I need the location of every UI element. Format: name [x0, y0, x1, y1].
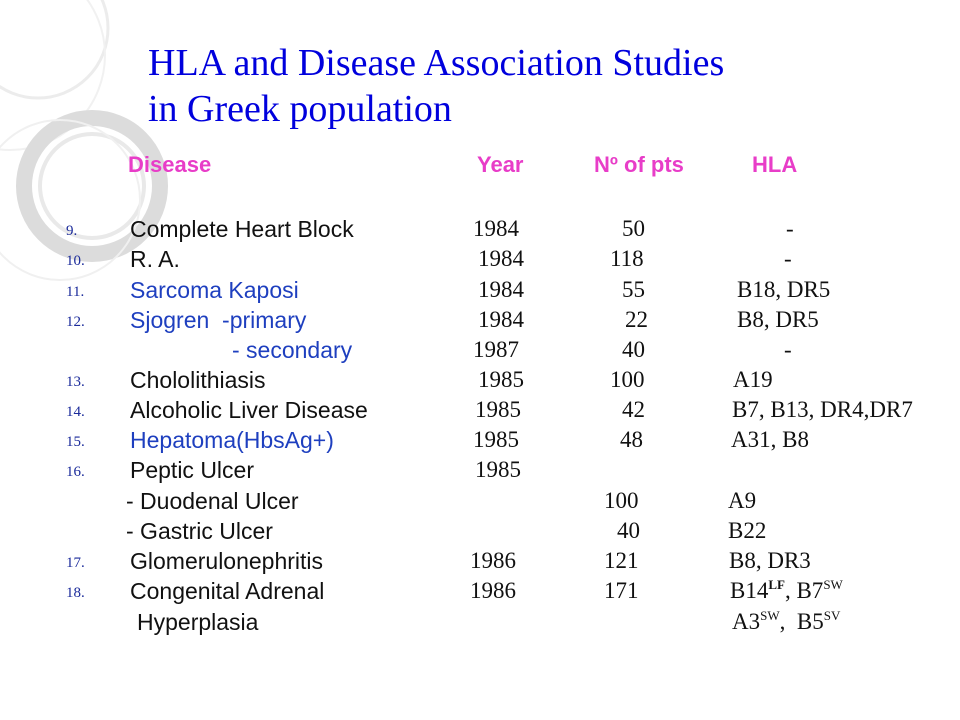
- hla-cell: [730, 578, 843, 604]
- hla-cell: B8, DR3: [729, 548, 811, 573]
- table-row: [0, 337, 960, 367]
- disease-cell: Congenital Adrenal: [130, 578, 325, 604]
- row-number: 16.: [66, 464, 85, 480]
- table-row: [0, 488, 960, 518]
- disease-cell: R. A.: [130, 246, 180, 272]
- pts-cell: 100: [604, 488, 639, 513]
- year-cell: 1987: [473, 337, 519, 362]
- table-row: [0, 427, 960, 457]
- hla-allele: A3: [732, 609, 761, 634]
- pts-cell: 118: [610, 246, 644, 271]
- pts-cell: 55: [622, 277, 645, 302]
- title-line-1: HLA and Disease Association Studies: [148, 42, 725, 84]
- year-cell: 1984: [478, 246, 524, 271]
- slide-title: [148, 40, 908, 132]
- table-row: [0, 518, 960, 548]
- pts-cell: 121: [604, 548, 639, 573]
- header-no-of-pts: Nº of pts: [594, 152, 684, 177]
- pts-cell: 171: [604, 578, 639, 603]
- pts-cell: 100: [610, 367, 645, 392]
- hla-cell: B7, B13, DR4,DR7: [732, 397, 913, 422]
- disease-cell: - secondary: [232, 337, 353, 363]
- year-cell: 1986: [470, 578, 516, 603]
- hla-superscript: SW: [760, 608, 780, 623]
- year-cell: 1984: [478, 307, 524, 332]
- hla-cell: -: [784, 246, 792, 271]
- disease-cell: Hyperplasia: [137, 609, 259, 635]
- pts-cell: 42: [622, 397, 645, 422]
- row-number: 10.: [66, 253, 85, 269]
- table-row: [0, 609, 960, 639]
- hla-cell: A19: [733, 367, 773, 392]
- row-number: 17.: [66, 555, 85, 571]
- table-row: [0, 216, 960, 246]
- hla-cell: B8, DR5: [737, 307, 819, 332]
- hla-cell: B18, DR5: [737, 277, 831, 302]
- row-number: 12.: [66, 314, 85, 330]
- pts-cell: 22: [625, 307, 648, 332]
- disease-cell: Glomerulonephritis: [130, 548, 324, 574]
- disease-cell: Alcoholic Liver Disease: [130, 397, 368, 423]
- year-cell: 1985: [473, 427, 519, 452]
- disease-cell: Complete Heart Block: [130, 216, 354, 242]
- table-row: [0, 548, 960, 578]
- disease-cell: Sjogren -primary: [130, 307, 307, 333]
- year-cell: 1984: [478, 277, 524, 302]
- disease-cell: Peptic Ulcer: [130, 457, 254, 483]
- hla-allele: , B5: [779, 609, 824, 634]
- row-number: 18.: [66, 585, 85, 601]
- header-disease: Disease: [128, 152, 212, 177]
- year-cell: 1984: [473, 216, 519, 241]
- header-hla: HLA: [752, 152, 798, 177]
- disease-cell: Hepatoma(HbsAg+): [130, 427, 334, 453]
- year-cell: 1986: [470, 548, 516, 573]
- hla-allele: B14: [730, 578, 769, 603]
- table-row: [0, 277, 960, 307]
- hla-cell: [732, 609, 840, 635]
- year-cell: 1985: [475, 397, 521, 422]
- hla-cell: -: [784, 337, 792, 362]
- hla-superscript: LF: [768, 577, 785, 592]
- pts-cell: 50: [622, 216, 645, 241]
- pts-cell: 40: [622, 337, 645, 362]
- hla-allele: , B7: [784, 578, 824, 603]
- year-cell: 1985: [478, 367, 524, 392]
- header-year: Year: [477, 152, 524, 177]
- disease-cell: - Gastric Ulcer: [126, 518, 273, 544]
- disease-cell: - Duodenal Ulcer: [126, 488, 299, 514]
- row-number: 14.: [66, 404, 85, 420]
- table-row: [0, 578, 960, 608]
- table-row: [0, 307, 960, 337]
- year-cell: 1985: [475, 457, 521, 482]
- row-number: 11.: [66, 284, 85, 300]
- hla-superscript: SV: [823, 608, 841, 623]
- hla-cell: B22: [728, 518, 767, 543]
- row-number: 9.: [66, 223, 78, 239]
- disease-cell: Sarcoma Kaposi: [130, 277, 299, 303]
- table-row: [0, 457, 960, 487]
- hla-cell: A9: [728, 488, 757, 513]
- row-number: 13.: [66, 374, 85, 390]
- pts-cell: 40: [617, 518, 640, 543]
- hla-cell: A31, B8: [731, 427, 809, 452]
- pts-cell: 48: [620, 427, 643, 452]
- table-row: [0, 397, 960, 427]
- title-line-2: in Greek population: [148, 88, 452, 130]
- hla-superscript: SW: [823, 577, 843, 592]
- row-number: 15.: [66, 434, 85, 450]
- table-row: [0, 246, 960, 276]
- hla-cell: -: [786, 216, 794, 241]
- table-row: [0, 367, 960, 397]
- disease-cell: Chololithiasis: [130, 367, 266, 393]
